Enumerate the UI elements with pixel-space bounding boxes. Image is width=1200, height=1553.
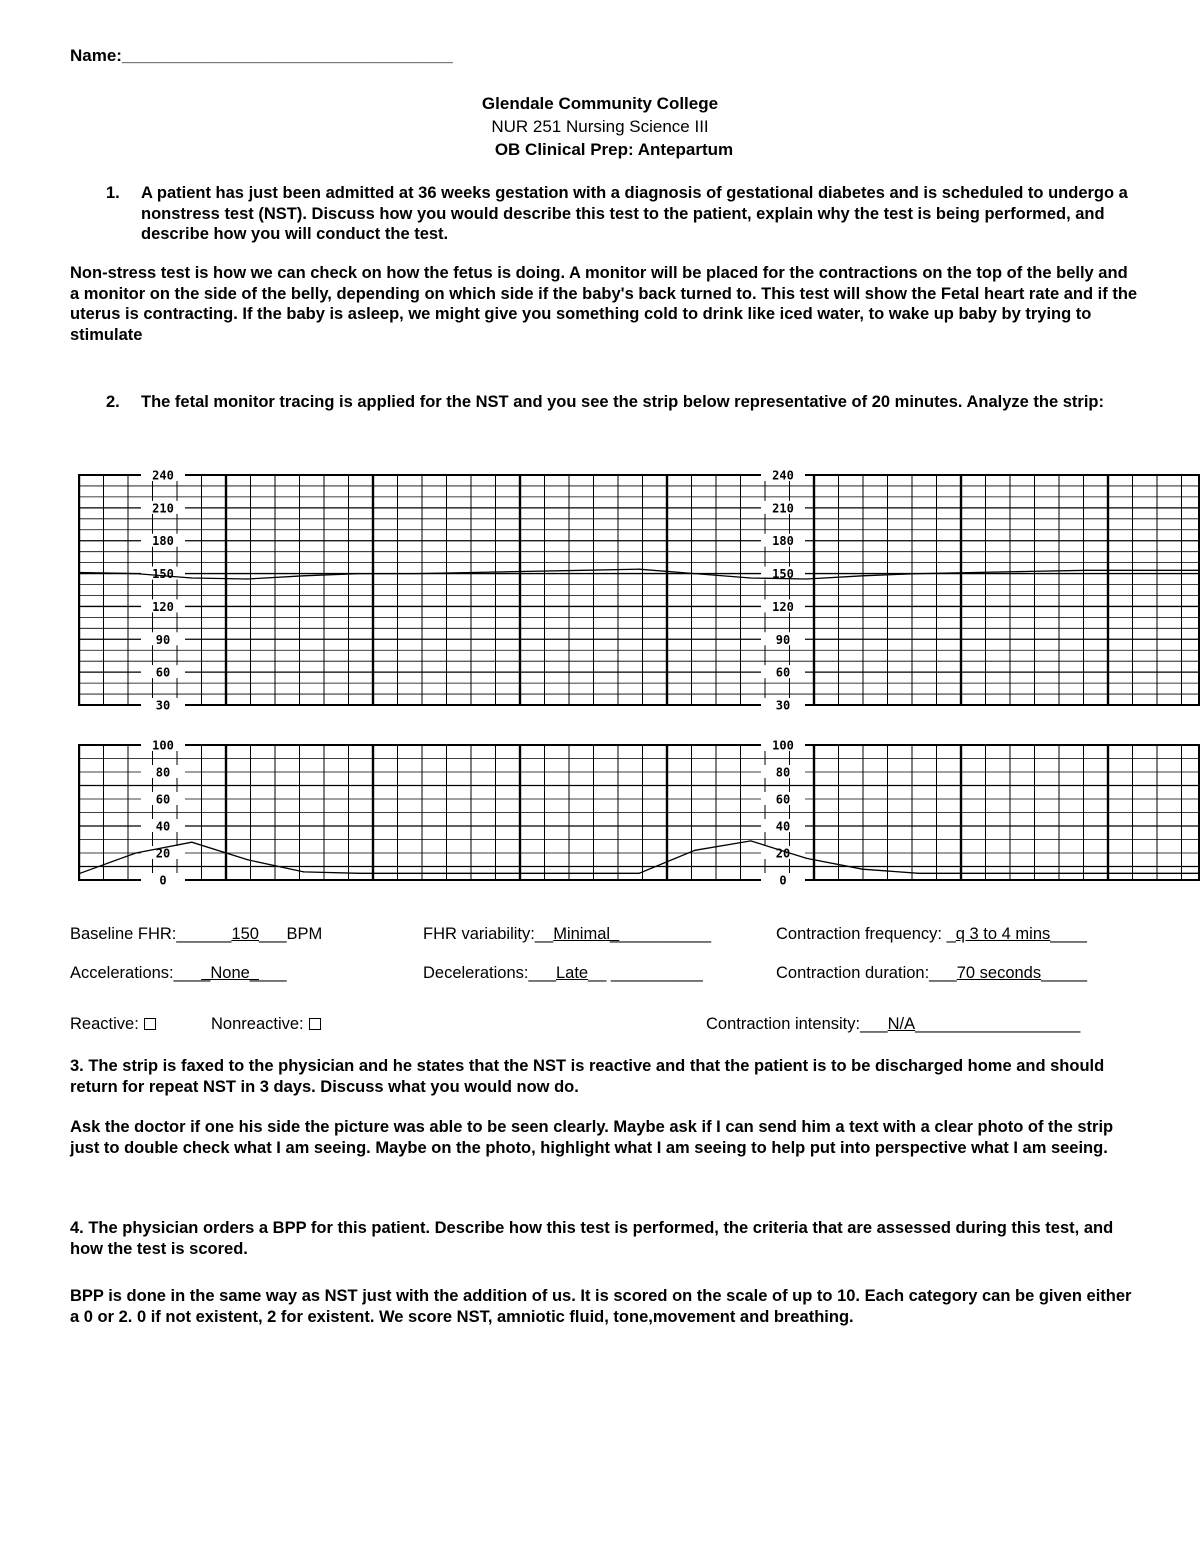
strip-tick-label: 240 [152,468,174,483]
contraction-duration-suffix: _____ [1041,964,1087,982]
reactive-label: Reactive: [70,1015,139,1033]
strip-tick-label: 40 [155,819,171,834]
ua-trace-point [583,873,584,874]
q2-number: 2. [106,393,120,411]
prep-title: OB Clinical Prep: Antepartum [494,140,734,159]
variability-value: Minimal_ [553,925,620,943]
q1-question: A patient has just been admitted at 36 weeks gestation with a diagnosis of gestational diabetes and is scheduled to undergo a nonstress test (NST). Discuss how you would describe this test to the patient, explain why the test is being performed, and describe how you will conduct the test. [141,184,1128,243]
contraction-frequency-label: Contraction frequency: _ [776,925,956,943]
contraction-intensity-field[interactable] [706,1014,1080,1035]
fhr-trace-point [974,572,975,573]
ua-trace-point [974,873,975,874]
fetal-monitor-strip [78,455,1200,885]
fhr-trace-point [359,573,360,574]
ua-trace-point [303,871,304,872]
ua-trace-point [694,850,695,851]
strip-tick-label: 40 [775,819,791,834]
fhr-trace-point [247,578,248,579]
name-field[interactable]: Name:___________________________________ [70,46,453,65]
fhr-trace-point [135,573,136,574]
decelerations-suffix: __ __________ [588,964,703,982]
fhr-trace-point [694,573,695,574]
strip-tick-labels [141,468,805,885]
strip-tick-label: 0 [779,873,787,885]
strip-tick-label: 20 [775,846,791,861]
contraction-duration-value: 70 seconds [956,964,1042,982]
ua-trace-point [191,842,192,843]
fhr-trace-point [750,577,751,578]
baseline-fhr-label: Baseline FHR:______ [70,925,232,943]
contraction-frequency-value: q 3 to 4 mins [955,925,1051,943]
strip-tick-label: 20 [155,846,171,861]
strip-tick-label: 60 [775,665,791,680]
strip-panel-frame [79,475,1199,705]
fhr-trace-point [806,578,807,579]
reactive-checkbox[interactable] [144,1018,156,1030]
strip-tick-label: 30 [155,698,171,713]
strip-tick-label: 210 [152,501,174,516]
fhr-trace-point [527,571,528,572]
ua-trace-point [247,859,248,860]
q3-question: 3. The strip is faxed to the physician and he states that the NST is reactive and that the patient is to be discharged home and should return for repeat NST in 3 days. Discuss what you would now do. [70,1057,1105,1096]
accelerations-value: _None_ [201,964,259,982]
fhr-trace-point [303,575,304,576]
strip-tick-label: 180 [772,534,794,549]
strip-tick-label: 180 [152,534,174,549]
nonreactive-checkbox[interactable] [309,1018,321,1030]
contraction-intensity-label: Contraction intensity:___ [706,1015,888,1033]
fhr-trace-point [1030,571,1031,572]
q3-answer: Ask the doctor if one his side the picture was able to be seen clearly. Maybe ask if I can send him a text with a clear photo of the strip just to double check what I am seeing. Maybe on the photo, highlight what I am seeing to help put into perspective what I am seeing. [70,1118,1114,1157]
ua-trace-point [862,869,863,870]
strip-tick-label: 60 [155,792,171,807]
fhr-trace-point [1086,570,1087,571]
accelerations-suffix: ___ [258,964,287,982]
ua-trace-point [359,873,360,874]
ua-trace-point [806,858,807,859]
strip-tick-label: 150 [152,567,174,582]
strip-tick-label: 30 [775,698,791,713]
nonreactive-option[interactable] [211,1014,321,1035]
ua-trace-point [415,873,416,874]
contraction-intensity-suffix: __________________ [915,1015,1081,1033]
fhr-trace-point [638,569,639,570]
q1-answer: Non-stress test is how we can check on how the fetus is doing. A monitor will be placed for the contractions on the top of the belly and a monitor on the side of the belly, depending on which side if the baby's back turned to. This test will show the Fetal heart rate and if the uterus is contracting. If the baby is asleep, we might give you something cold to drink like iced water, to wake up baby by trying to stimulate [70,264,1138,344]
decelerations-label: Decelerations:___ [423,964,556,982]
strip-traces [79,569,1198,874]
strip-tick-label: 90 [155,632,171,647]
accelerations-field[interactable] [70,963,287,984]
baseline-fhr-suffix: ___BPM [258,925,323,943]
ua-trace-point [1030,873,1031,874]
ua-trace-point [1086,873,1087,874]
strip-tick-label: 120 [772,599,794,614]
ua-trace-point [79,873,80,874]
decelerations-value: Late [556,964,589,982]
college-title: Glendale Community College [481,94,719,113]
strip-tick-label: 210 [772,501,794,516]
accelerations-label: Accelerations:___ [70,964,202,982]
contraction-duration-label: Contraction duration:___ [776,964,957,982]
strip-tick-label: 80 [155,765,171,780]
strip-tick-label: 90 [775,632,791,647]
fhr-trace-point [1142,570,1143,571]
ua-trace-point [1142,873,1143,874]
fhr-trace-point [471,572,472,573]
fhr-trace-point [862,575,863,576]
contraction-frequency-field[interactable] [776,924,1087,945]
reactive-option[interactable] [70,1014,156,1035]
contraction-intensity-value: N/A [887,1015,916,1033]
strip-tick-label: 240 [772,468,794,483]
strip-tick-label: 60 [775,792,791,807]
ua-trace-point [750,840,751,841]
decelerations-field[interactable] [423,963,703,984]
q4-answer: BPP is done in the same way as NST just with the addition of us. It is scored on the scale of up to 10. Each category can be given either a 0 or 2. 0 if not existent, 2 for existent. We score NST, amniotic fluid, tone,movement and breathing. [70,1287,1132,1326]
ua-trace-point [471,873,472,874]
course-title: NUR 251 Nursing Science III [491,117,709,136]
strip-tick-label: 0 [159,873,167,885]
ua-trace-point [638,873,639,874]
fhr-trace-point [1197,570,1198,571]
fhr-variability-field[interactable] [423,924,711,945]
baseline-fhr-field[interactable] [70,924,322,945]
q2-question: The fetal monitor tracing is applied for the NST and you see the strip below representative of 20 minutes. Analyze the strip: [141,393,1104,411]
variability-suffix: __________ [619,925,712,943]
ua-trace-point [527,873,528,874]
ua-trace [80,841,1198,873]
contraction-duration-field[interactable] [776,963,1087,984]
ua-trace-point [1197,873,1198,874]
strip-tick-label: 120 [152,599,174,614]
fhr-trace-point [79,572,80,573]
strip-tick-label: 60 [155,665,171,680]
strip-grid [79,475,1200,880]
ua-trace-point [918,873,919,874]
strip-tick-label: 100 [152,738,174,753]
strip-tick-label: 100 [772,738,794,753]
fhr-trace-point [918,573,919,574]
nonreactive-label: Nonreactive: [211,1015,304,1033]
contraction-frequency-suffix: ____ [1050,925,1087,943]
strip-tick-label: 150 [772,567,794,582]
q1-number: 1. [106,184,120,202]
variability-label: FHR variability:__ [423,925,554,943]
ua-trace-point [135,852,136,853]
q4-question: 4. The physician orders a BPP for this patient. Describe how this test is performed, the criteria that are assessed during this test, and how the test is scored. [70,1219,1114,1258]
strip-tick-label: 80 [775,765,791,780]
fhr-trace-point [415,573,416,574]
fhr-trace-point [191,577,192,578]
fhr-trace-point [583,570,584,571]
baseline-fhr-value: 150 [231,925,259,943]
